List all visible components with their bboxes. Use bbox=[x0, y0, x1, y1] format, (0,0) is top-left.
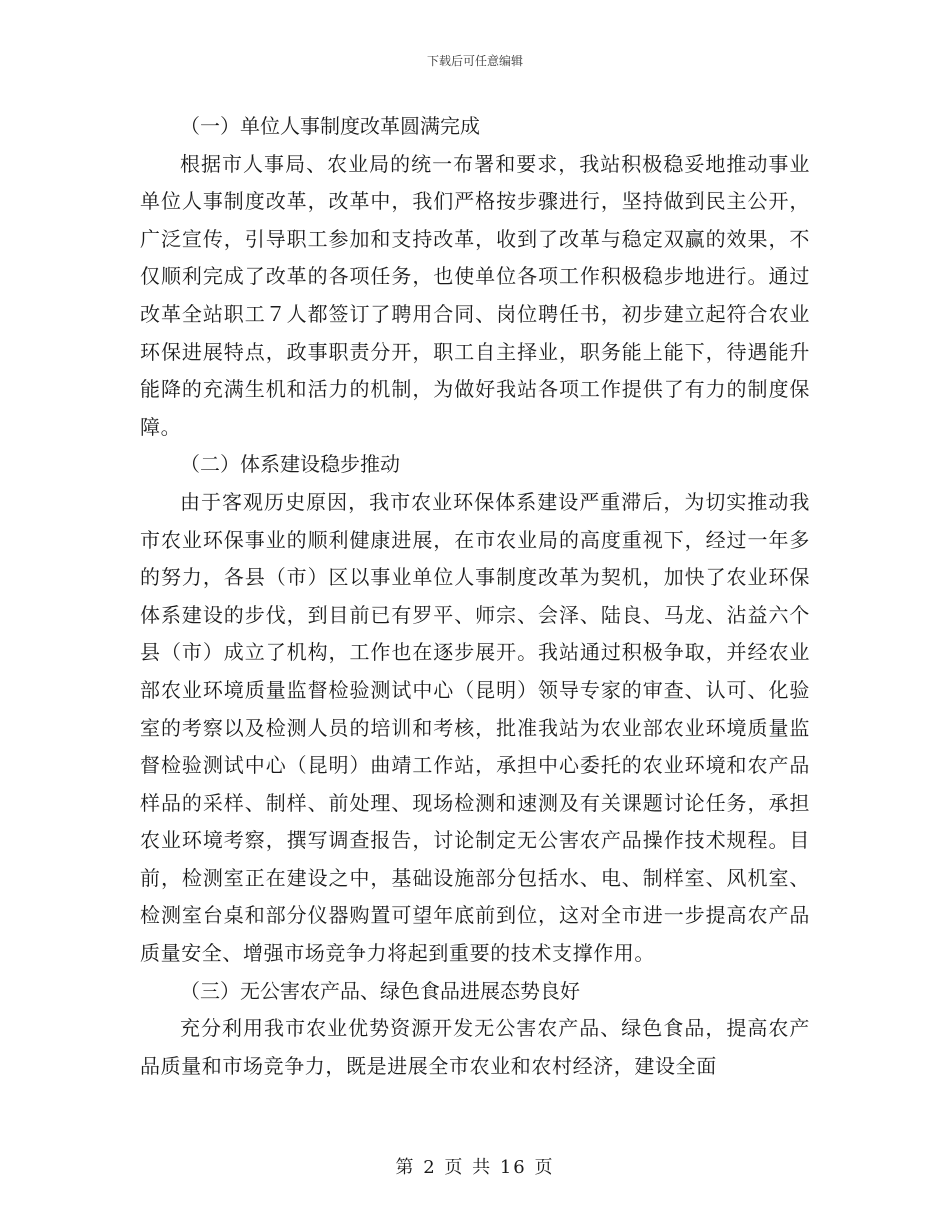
page-header: 下载后可任意编辑 bbox=[426, 54, 523, 68]
section-paragraph-2: 由于客观历史原因，我市农业环保体系建设严重滞后，为切实推动我市农业环保事业的顺利健康进展，在市农业局的高度重视下，经过一年多的努力，各县（市）区以事业单位人事制度改革为契机，加快了农业环保体系建设的步伐，到目前已有罗平、师宗、会泽、陆良、马龙、沾益六个县（市）成立了机构，工作也在逐步展开。我站通过积极争取，并经农业部农业环境质量监督检验测试中心（昆明）领导专家的审查、认可、化验室的考察以及检测人员的培训和考核，批准我站为农业部农业环境质量监督检验测试中心（昆明）曲靖工作站，承担中心委托的农业环境和农产品样品的采样、制样、前处理、现场检测和速测及有关课题讨论任务，承担农业环境考察，撰写调查报告，讨论制定无公害农产品操作技术规程。目前，检测室正在建设之中，基础设施部分包括水、电、制样室、风机室、检测室台桌和部分仪器购置可望年底前到位，这对全市进一步提高农产品质量安全、增强市场竞争力将起到重要的技术支撑作用。 bbox=[140, 489, 810, 966]
section-paragraph-3: 充分利用我市农业优势资源开发无公害农产品、绿色食品，提高农产品质量和市场竞争力，既是进展全市农业和农村经济，建设全面 bbox=[140, 1016, 810, 1078]
section-heading-1: （一）单位人事制度改革圆满完成 bbox=[180, 114, 480, 138]
document-body bbox=[140, 108, 810, 1085]
section-heading-3: （三）无公害农产品、绿色食品进展态势良好 bbox=[180, 978, 580, 1003]
page-number-footer: 第 2 页 共 16 页 bbox=[395, 1157, 555, 1178]
section-paragraph-1: 根据市人事局、农业局的统一布署和要求，我站积极稳妥地推动事业单位人事制度改革，改革中，我们严格按步骤进行，坚持做到民主公开，广泛宣传，引导职工参加和支持改革，收到了改革与稳定双赢的效果，不仅顺利完成了改革的各项任务，也使单位各项工作积极稳步地进行。通过改革全站职工７人都签订了聘用合同、岗位聘任书，初步建立起符合农业环保进展特点，政事职责分开，职工自主择业，职务能上能下，待遇能升能降的充满生机和活力的机制，为做好我站各项工作提供了有力的制度保障。 bbox=[140, 151, 810, 439]
section-heading-2: （二）体系建设稳步推动 bbox=[180, 452, 400, 477]
